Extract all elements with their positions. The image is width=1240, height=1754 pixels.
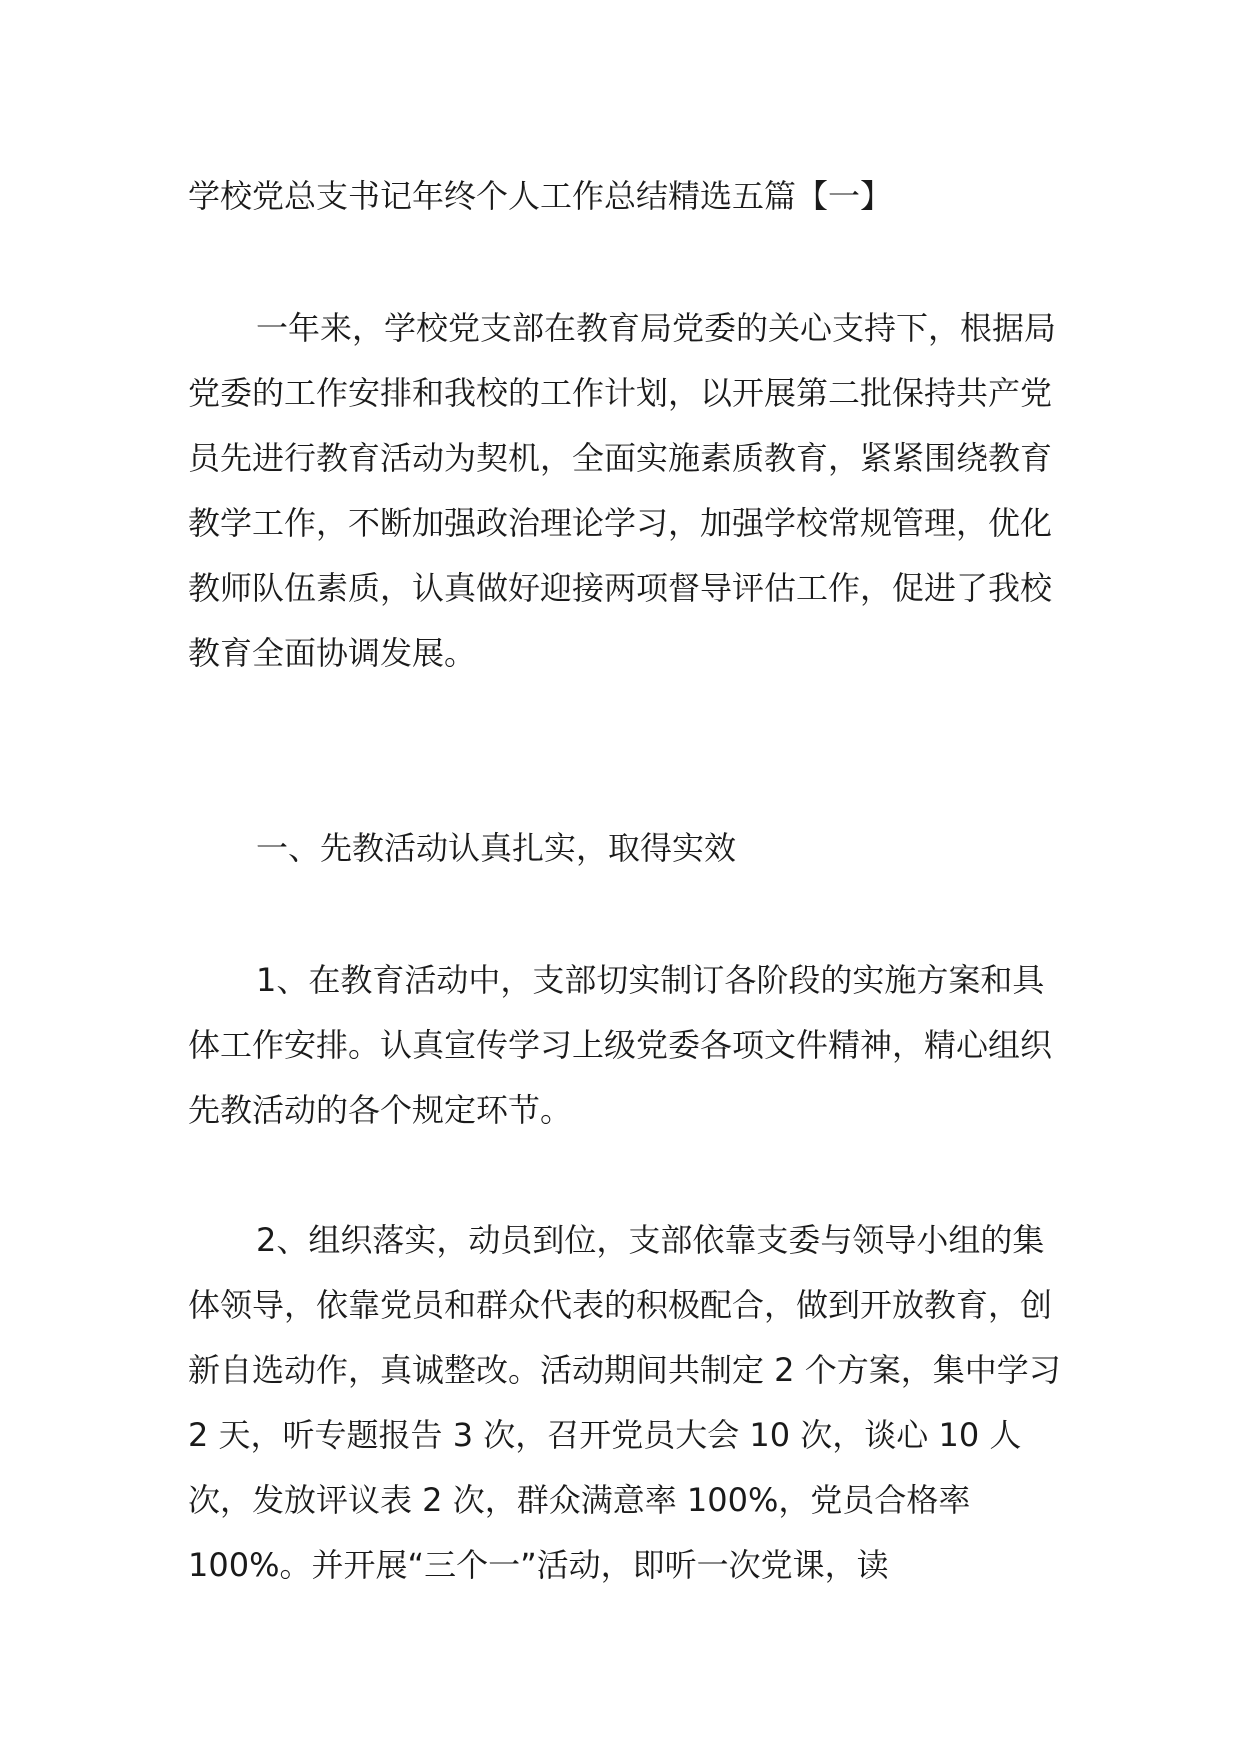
document-title: 学校党总支书记年终个人工作总结精选五篇【一】 (188, 177, 893, 215)
list-item-1: 1、在教育活动中，支部切实制订各阶段的实施方案和具体工作安排。认真宣传学习上级党委各项文件精神，精心组织先教活动的各个规定环节。 (188, 961, 1053, 1129)
section-heading: 一、先教活动认真扎实，取得实效 (256, 829, 737, 867)
list-item-2: 2、组织落实，动员到位，支部依靠支委与领导小组的集体领导，依靠党员和群众代表的积极配合，做到开放教育，创新自选动作，真诚整改。活动期间共制定 2 个方案，集中学习 2 天，听专题报告 3 次，召开党员大会 10 次，谈心 10 人次，发放评议表 2 次，群众满意率 100%，党员合格率 100%。并开展“三个一”活动，即听一次党课，读 (188, 1221, 1061, 1584)
intro-paragraph: 一年来，学校党支部在教育局党委的关心支持下，根据局党委的工作安排和我校的工作计划，以开展第二批保持共产党员先进行教育活动为契机，全面实施素质教育，紧紧围绕教育教学工作，不断加强政治理论学习，加强学校常规管理，优化教师队伍素质，认真做好迎接两项督导评估工作，促进了我校教育全面协调发展。 (188, 309, 1057, 672)
